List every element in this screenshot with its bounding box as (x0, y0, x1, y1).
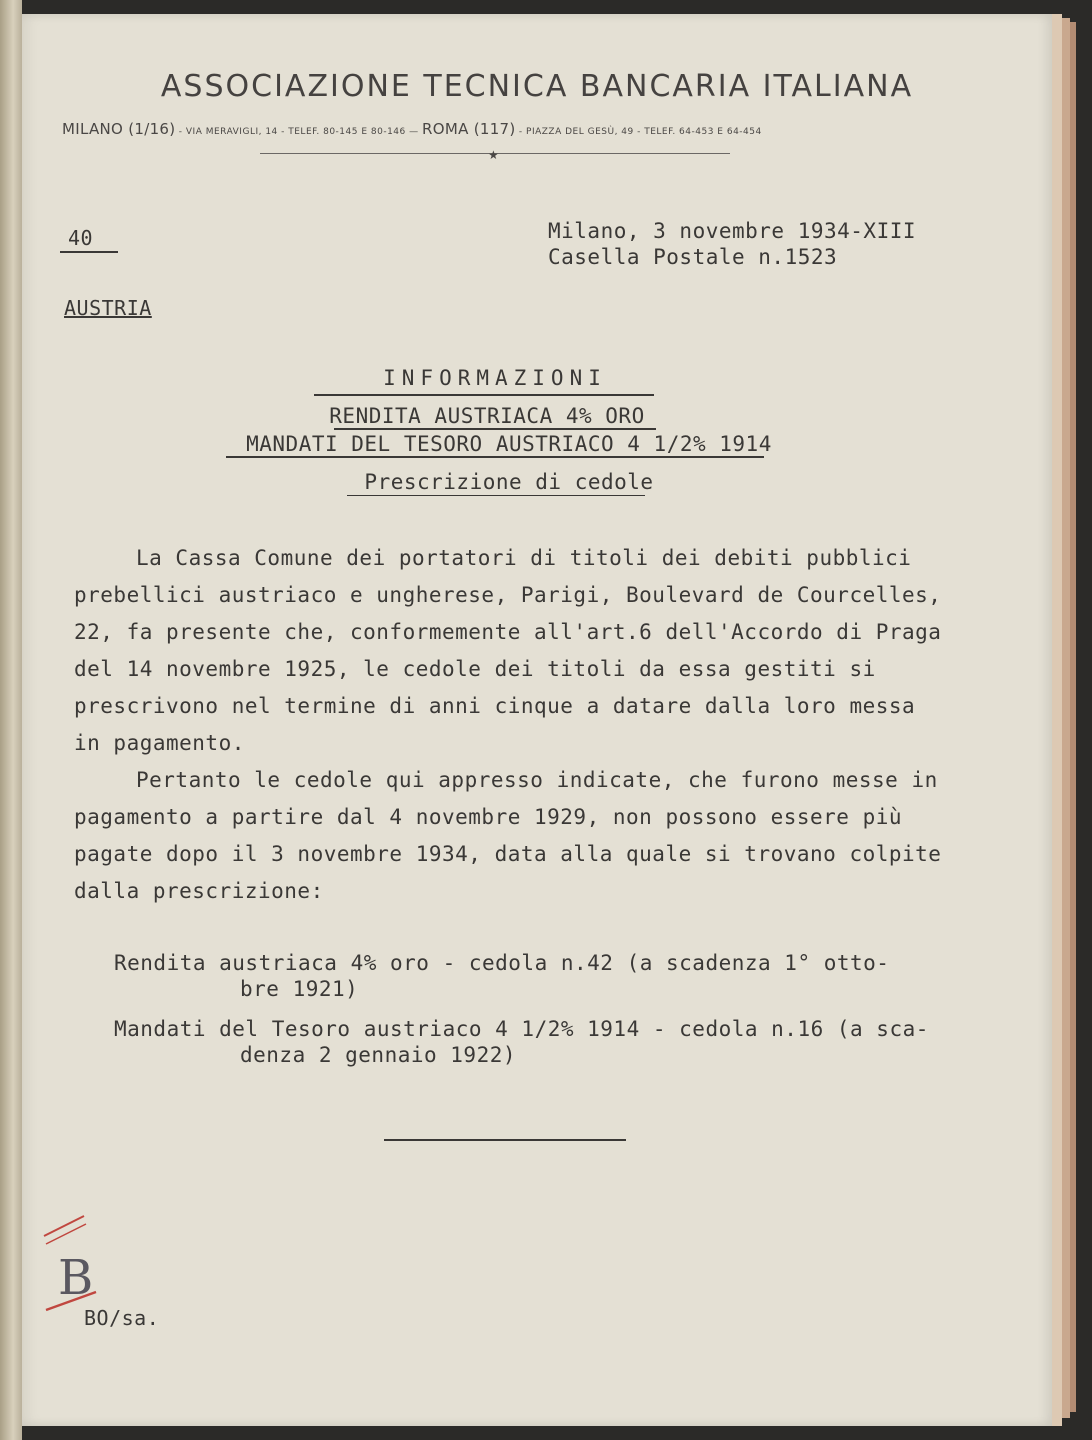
heading-mandati: MANDATI DEL TESORO AUSTRIACO 4 1/2% 1914 (246, 432, 772, 456)
paragraph-2: Pertanto le cedole qui appresso indicate, che furono messe in pagamento a partire dal 4 novembre 1929, non possono essere più pagate dopo il 3 novembre 1934, data alla quale si trovano colpite dalla prescrizione: (74, 768, 942, 903)
date-line: Milano, 3 novembre 1934-XIII (548, 219, 917, 243)
document-number-underline (60, 251, 118, 253)
milano-address: - VIA MERAVIGLI, 14 - TELEF. 80-145 E 80-146 — (178, 127, 419, 137)
typist-initials: BO/sa. (84, 1306, 160, 1330)
star-ornament-icon: ★ (488, 148, 499, 162)
country-label: AUSTRIA (64, 296, 152, 320)
page-stack-edge (1052, 14, 1062, 1426)
page-stack-edge (1062, 18, 1070, 1418)
letterhead-org-name: ASSOCIAZIONE TECNICA BANCARIA ITALIANA (160, 69, 914, 104)
item1-line1: Rendita austriaca 4% oro - cedola n.42 (a scadenza 1° otto- (114, 951, 890, 975)
heading-mandati-underline (226, 456, 764, 458)
item2-line1: Mandati del Tesoro austriaco 4 1/2% 1914 - cedola n.16 (a sca- (114, 1017, 929, 1041)
milano-label: MILANO (1/16) (62, 120, 176, 138)
closing-rule (384, 1139, 626, 1141)
heading-rendita: RENDITA AUSTRIACA 4% ORO (329, 404, 645, 428)
stamp-mark-letter: B (58, 1250, 94, 1306)
item2-line2: denza 2 gennaio 1922) (240, 1043, 517, 1067)
list-item (114, 1016, 929, 1068)
roma-label: ROMA (117) (422, 120, 516, 138)
left-page-edge (0, 0, 22, 1440)
roma-address: - PIAZZA DEL GESÙ, 49 - TELEF. 64-453 E 64-454 (518, 127, 762, 137)
heading-prescrizione: Prescrizione di cedole (364, 470, 654, 494)
date-block (548, 218, 916, 270)
body-text (74, 540, 954, 910)
heading-rendita-underline (334, 428, 656, 430)
title-heading: INFORMAZIONI (383, 366, 607, 390)
document-number: 40 (68, 226, 94, 250)
title-underline (314, 394, 654, 396)
item1-line2: bre 1921) (240, 977, 359, 1001)
heading-prescrizione-underline (347, 495, 645, 496)
document-page (22, 14, 1052, 1426)
postbox-line: Casella Postale n.1523 (548, 245, 838, 269)
list-item (114, 950, 889, 1002)
letterhead-address-line (62, 120, 962, 138)
paragraph-1: La Cassa Comune dei portatori di titoli dei debiti pubblici prebellici austriaco e ungherese, Parigi, Boulevard de Courcelles, 22, fa presente che, conformemente all'art.6 dell'Accordo di Praga del 14 novembre 1925, le cedole dei titoli da essa gestiti si prescrivono nel termine di anni cinque a datare dalla loro messa in pagamento. (74, 546, 942, 755)
page-stack-edge (1070, 22, 1076, 1412)
